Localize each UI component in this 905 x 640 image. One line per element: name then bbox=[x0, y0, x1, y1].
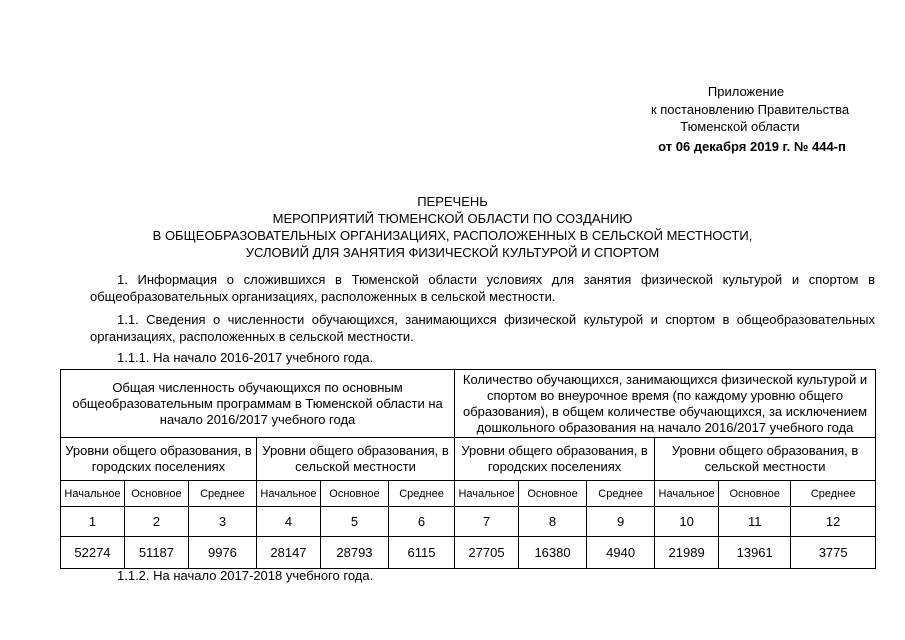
appendix-resolution: к постановлению Правительства bbox=[650, 102, 850, 117]
document-title bbox=[0, 193, 905, 261]
value-cell: 13961 bbox=[719, 537, 791, 569]
column-number: 10 bbox=[655, 507, 719, 537]
paragraph-1-1-text: 1.1. Сведения о численности обучающихся, занимающихся физической культурой и спортом в общеобразовательных организациях, расположенных в сельской местности. bbox=[90, 312, 875, 344]
value-cell: 9976 bbox=[188, 537, 256, 569]
level-header: Среднее bbox=[587, 481, 655, 507]
column-number: 3 bbox=[188, 507, 256, 537]
paragraph-1-1-2: 1.1.2. На начало 2017-2018 учебного года. bbox=[117, 568, 374, 583]
level-header: Начальное bbox=[256, 481, 320, 507]
level-header: Основное bbox=[124, 481, 188, 507]
value-cell: 21989 bbox=[655, 537, 719, 569]
subheader-rural-1: Уровни общего образования, в сельской местности bbox=[256, 438, 454, 481]
value-cell: 16380 bbox=[518, 537, 586, 569]
column-number: 12 bbox=[791, 507, 876, 537]
column-number: 5 bbox=[320, 507, 388, 537]
header-total-students: Общая численность обучающихся по основным общеобразовательным программам в Тюменской области на начало 2016/2017 учебного года bbox=[61, 370, 455, 438]
title-line-3: В ОБЩЕОБРАЗОВАТЕЛЬНЫХ ОРГАНИЗАЦИЯХ, РАСПОЛОЖЕННЫХ В СЕЛЬСКОЙ МЕСТНОСТИ, bbox=[152, 228, 753, 243]
value-cell: 27705 bbox=[455, 537, 519, 569]
column-number: 1 bbox=[61, 507, 125, 537]
paragraph-1 bbox=[90, 271, 875, 305]
appendix-region: Тюменской области bbox=[680, 119, 800, 134]
subheader-urban-1: Уровни общего образования, в городских поселениях bbox=[61, 438, 257, 481]
paragraph-1-1-1: 1.1.1. На начало 2016-2017 учебного года. bbox=[117, 350, 374, 365]
value-cell: 4940 bbox=[587, 537, 655, 569]
column-number: 11 bbox=[719, 507, 791, 537]
level-header: Основное bbox=[719, 481, 791, 507]
level-header: Основное bbox=[320, 481, 388, 507]
column-number: 4 bbox=[256, 507, 320, 537]
paragraph-1-text: 1. Информация о сложившихся в Тюменской области условиях для занятия физической культурой и спортом в общеобразовательных организациях, расположенных в сельской местности. bbox=[90, 272, 875, 304]
level-header: Среднее bbox=[791, 481, 876, 507]
title-line-2: МЕРОПРИЯТИЙ ТЮМЕНСКОЙ ОБЛАСТИ ПО СОЗДАНИЮ bbox=[272, 211, 633, 226]
level-header: Среднее bbox=[188, 481, 256, 507]
level-header: Среднее bbox=[389, 481, 455, 507]
title-line-4: УСЛОВИЙ ДЛЯ ЗАНЯТИЯ ФИЗИЧЕСКОЙ КУЛЬТУРОЙ И СПОРТОМ bbox=[245, 245, 660, 260]
column-number: 7 bbox=[455, 507, 519, 537]
table-row-values bbox=[61, 537, 876, 569]
column-number: 9 bbox=[587, 507, 655, 537]
level-header: Начальное bbox=[655, 481, 719, 507]
value-cell: 51187 bbox=[124, 537, 188, 569]
level-header: Начальное bbox=[455, 481, 519, 507]
level-header: Основное bbox=[518, 481, 586, 507]
level-header: Начальное bbox=[61, 481, 125, 507]
value-cell: 28147 bbox=[256, 537, 320, 569]
appendix-label: Приложение bbox=[707, 84, 785, 99]
column-number: 6 bbox=[389, 507, 455, 537]
header-sport-students: Количество обучающихся, занимающихся физической культурой и спортом во внеурочное время (по каждому уровню общего образования), в общем количестве обучающихся, за исключением дошкольного образования на начало 2016/2017 учебного года bbox=[455, 370, 876, 438]
column-number: 8 bbox=[518, 507, 586, 537]
value-cell: 28793 bbox=[320, 537, 388, 569]
value-cell: 52274 bbox=[61, 537, 125, 569]
appendix-date-number: от 06 декабря 2019 г. № 444-п bbox=[658, 139, 846, 154]
subheader-rural-2: Уровни общего образования, в сельской местности bbox=[655, 438, 876, 481]
subheader-urban-2: Уровни общего образования, в городских поселениях bbox=[455, 438, 655, 481]
table-row-column-numbers bbox=[61, 507, 876, 537]
column-number: 2 bbox=[124, 507, 188, 537]
title-line-1: ПЕРЕЧЕНЬ bbox=[417, 194, 488, 209]
paragraph-1-1 bbox=[90, 311, 875, 345]
value-cell: 6115 bbox=[389, 537, 455, 569]
data-table bbox=[60, 369, 876, 569]
value-cell: 3775 bbox=[791, 537, 876, 569]
